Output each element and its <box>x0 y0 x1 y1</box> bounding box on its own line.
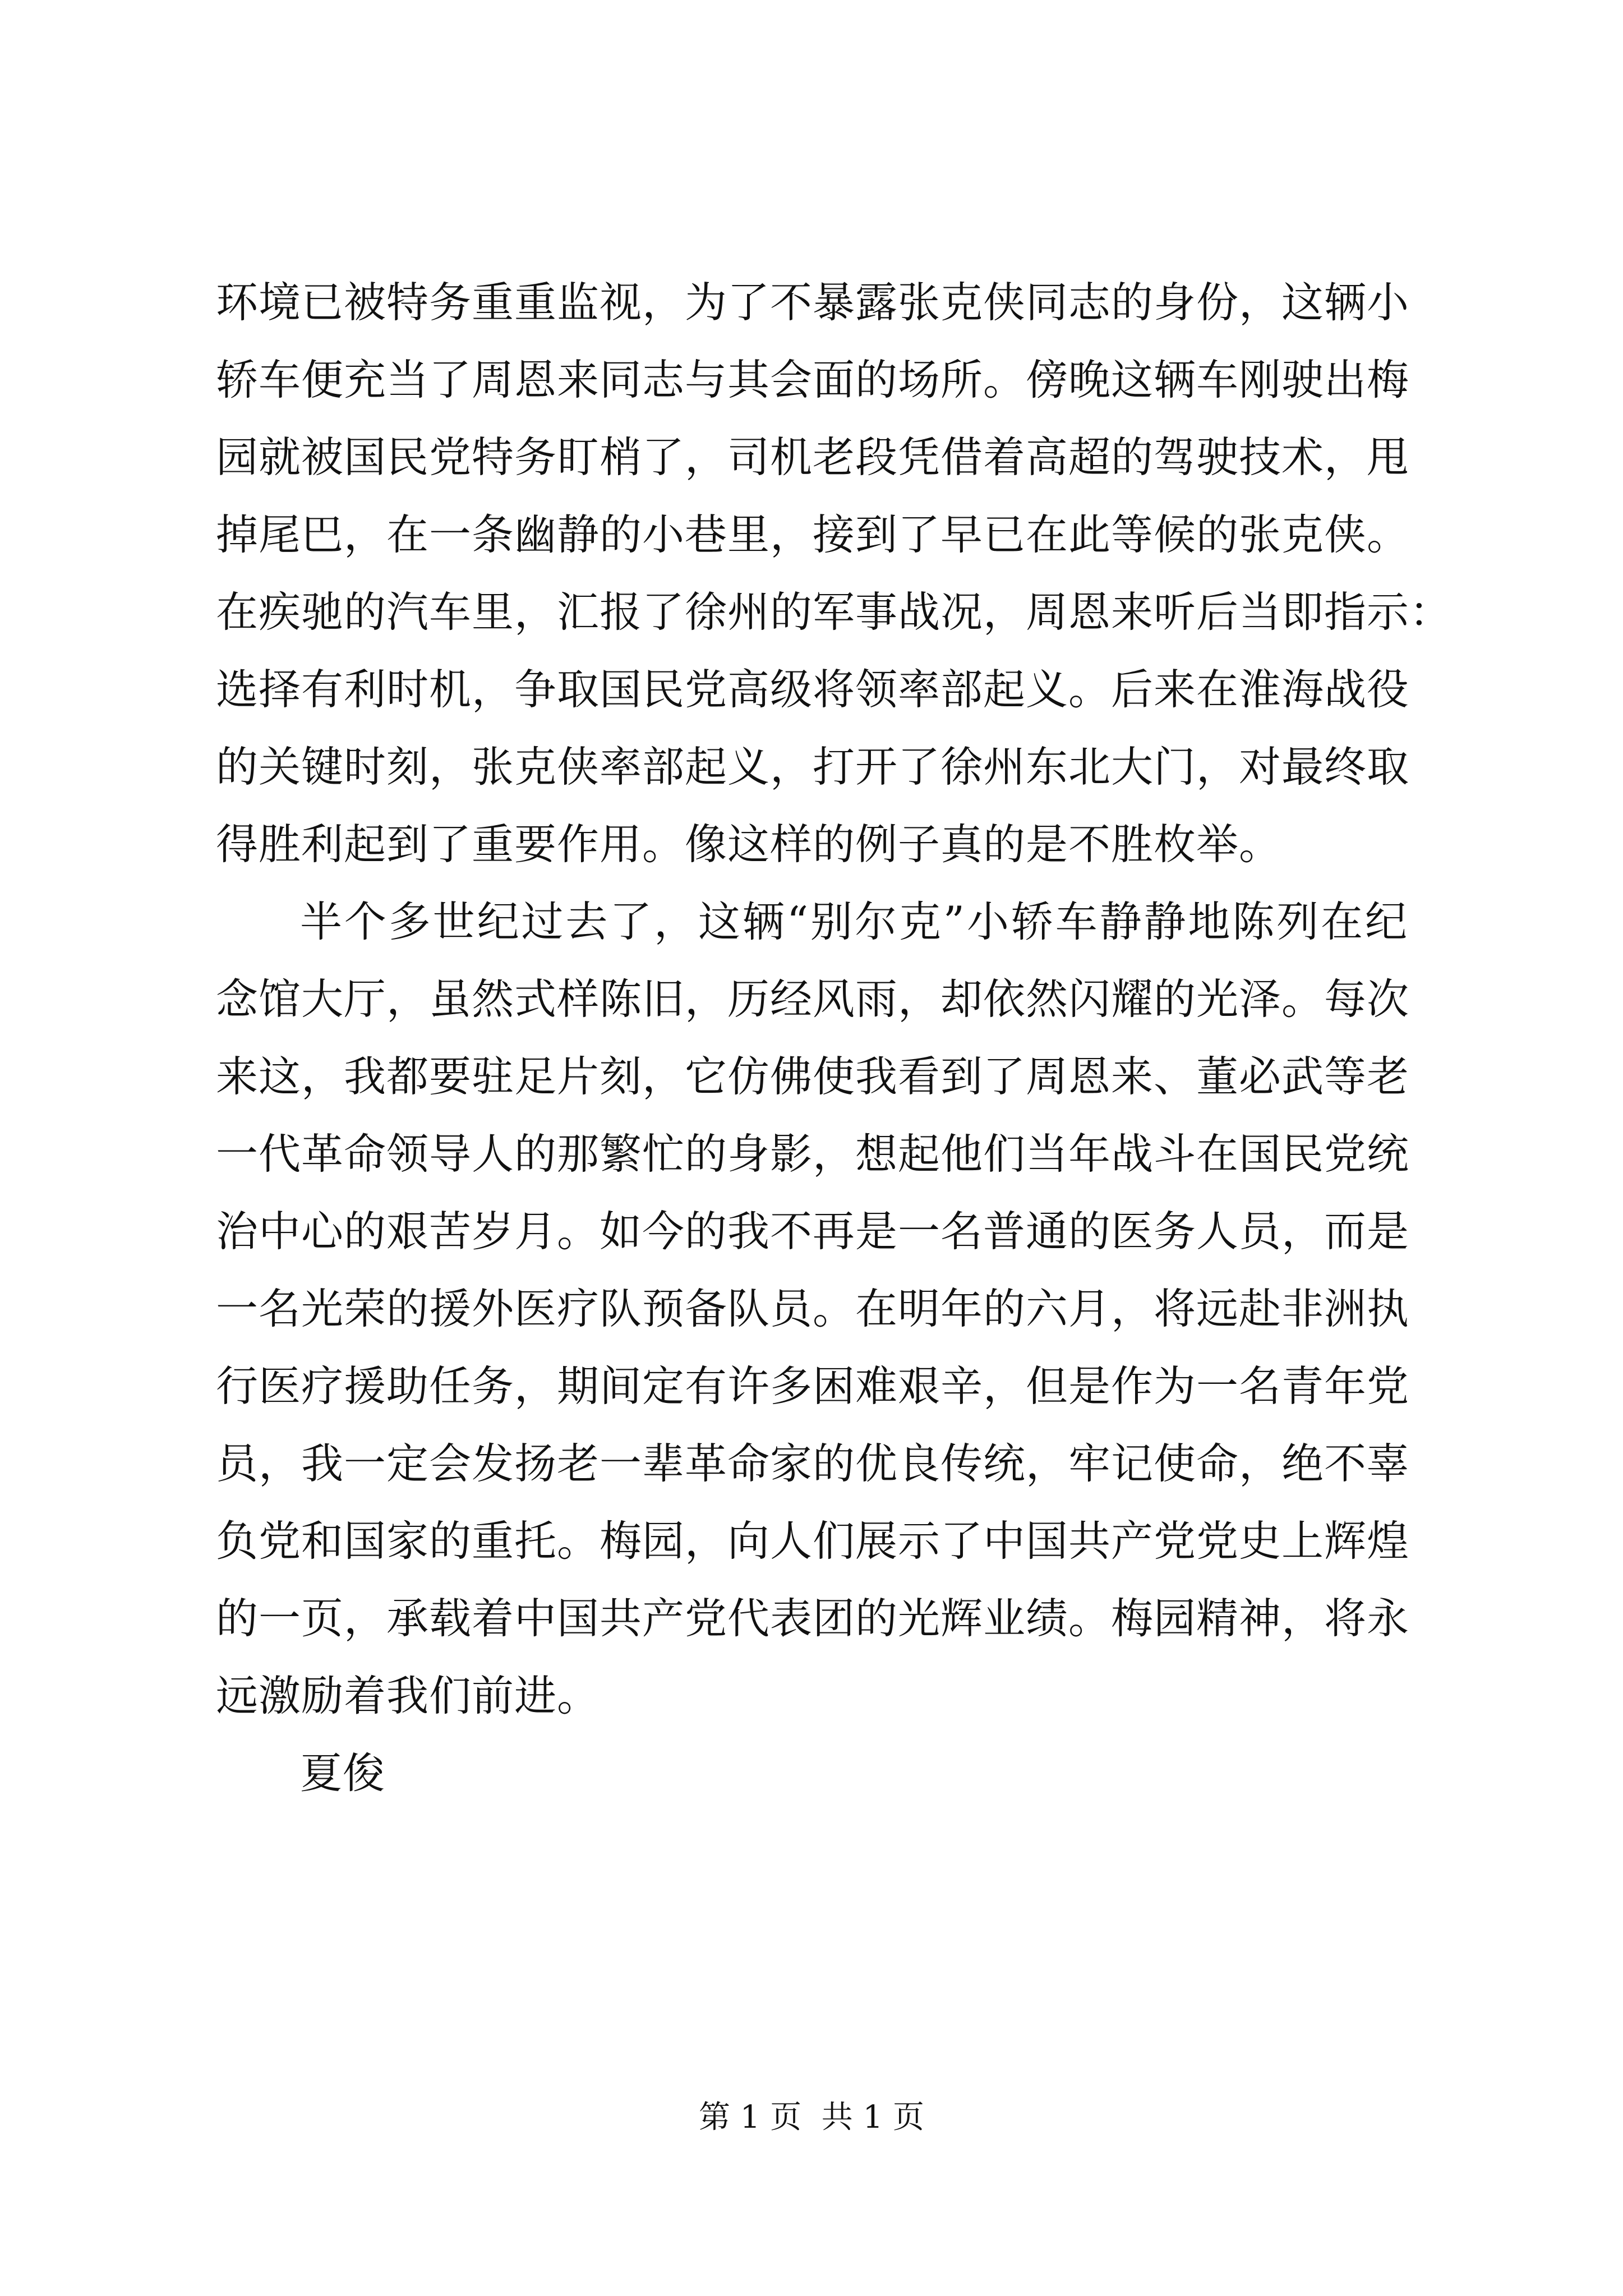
page-footer <box>0 2095 1623 2140</box>
text-line: 半个多世纪过去了，这辆“别尔克”小轿车静静地陈列在纪 <box>300 897 1408 946</box>
document-body <box>216 264 1453 1812</box>
text-line: 来这，我都要驻足片刻，它仿佛使我看到了周恩来、董必武等老 <box>216 1052 1410 1101</box>
text-line: 员，我一定会发扬老一辈革命家的优良传统，牢记使命，绝不辜 <box>216 1439 1410 1488</box>
paragraph-1 <box>216 264 1453 883</box>
text-line: 选择有利时机，争取国民党高级将领率部起义。后来在淮海战役 <box>216 665 1410 714</box>
text-line: 环境已被特务重重监视，为了不暴露张克侠同志的身份，这辆小 <box>216 278 1410 327</box>
text-line: 一名光荣的援外医疗队预备队员。在明年的六月，将远赴非洲执 <box>216 1284 1410 1333</box>
text-line: 在疾驰的汽车里，汇报了徐州的军事战况，周恩来听后当即指示： <box>216 587 1453 637</box>
text-line: 的关键时刻，张克侠率部起义，打开了徐州东北大门，对最终取 <box>216 742 1410 792</box>
page-number: 第 1 页 共 1 页 <box>698 2099 925 2136</box>
text-line: 园就被国民党特务盯梢了，司机老段凭借着高超的驾驶技术，甩 <box>216 432 1410 482</box>
text-line: 掉尾巴，在一条幽静的小巷里，接到了早已在此等候的张克侠。 <box>216 510 1410 559</box>
text-line: 治中心的艰苦岁月。如今的我不再是一名普通的医务人员，而是 <box>216 1207 1410 1256</box>
text-line: 念馆大厅，虽然式样陈旧，历经风雨，却依然闪耀的光泽。每次 <box>216 974 1410 1024</box>
text-line: 一代革命领导人的那繁忙的身影，想起他们当年战斗在国民党统 <box>216 1129 1410 1179</box>
text-line: 负党和国家的重托。梅园，向人们展示了中国共产党党史上辉煌 <box>216 1516 1410 1566</box>
text-line: 的一页，承载着中国共产党代表团的光辉业绩。梅园精神，将永 <box>216 1594 1410 1643</box>
paragraph-2 <box>216 883 1408 1734</box>
text-line: 轿车便充当了周恩来同志与其会面的场所。傍晚这辆车刚驶出梅 <box>216 355 1410 404</box>
author-signature: 夏俊 <box>300 1749 386 1798</box>
text-line: 远激励着我们前进。 <box>216 1671 600 1720</box>
text-line: 得胜利起到了重要作用。像这样的例子真的是不胜枚举。 <box>216 820 1282 869</box>
text-line: 行医疗援助任务，期间定有许多困难艰辛，但是作为一名青年党 <box>216 1361 1410 1411</box>
